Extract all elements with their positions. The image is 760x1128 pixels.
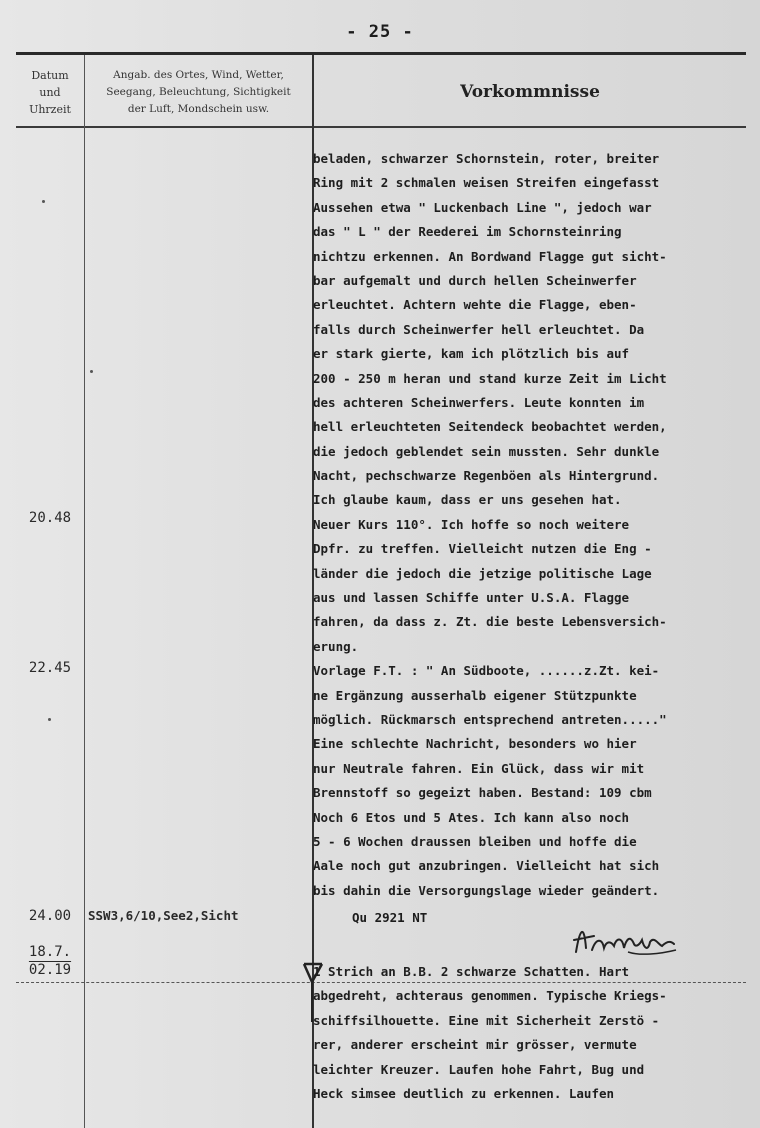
event-line: die jedoch geblendet sein mussten. Sehr dunkle xyxy=(313,443,660,459)
event-line: möglich. Rückmarsch entsprechend antreten....." xyxy=(313,711,667,727)
column-divider-date xyxy=(84,55,85,1128)
event-line: bar aufgemalt und durch hellen Scheinwerfer xyxy=(313,272,637,288)
event-line: Dpfr. zu treffen. Vielleicht nutzen die Eng - xyxy=(313,541,652,557)
event-line: Neuer Kurs 110°. Ich hoffe so noch weitere xyxy=(313,516,630,532)
event-line: 200 - 250 m heran und stand kurze Zeit im Licht xyxy=(313,370,667,386)
page-number: - 25 - xyxy=(346,22,414,42)
signature-graphic xyxy=(570,918,680,958)
event-line: Ring mit 2 schmalen weisen Streifen eingefasst xyxy=(313,175,660,191)
margin-dot xyxy=(48,718,51,721)
margin-dot xyxy=(42,200,45,203)
margin-dot xyxy=(90,370,93,373)
event-line: erung. xyxy=(313,638,359,654)
header-bottom-rule xyxy=(16,126,746,128)
event-line: Nacht, pechschwarze Regenböen als Hintergrund. xyxy=(313,468,660,484)
event-line: abgedreht, achteraus genommen. Typische Kriegs- xyxy=(313,988,667,1004)
event-line: rer, anderer erscheint mir grösser, vermute xyxy=(313,1037,637,1053)
event-line: er stark gierte, kam ich plötzlich bis auf xyxy=(313,346,630,362)
time-entry: 02.19 xyxy=(28,962,72,978)
event-line: beladen, schwarzer Schornstein, roter, breiter xyxy=(313,151,660,166)
event-line: Ich glaube kaum, dass er uns gesehen hat. xyxy=(313,492,622,508)
header-info-column xyxy=(85,60,312,124)
events-text-block xyxy=(313,147,758,903)
time-entry: 22.45 xyxy=(28,660,72,676)
header-date-line: und xyxy=(39,85,61,99)
header-events-column xyxy=(314,60,746,124)
header-date-column xyxy=(16,60,84,124)
event-line: aus und lassen Schiffe unter U.S.A. Flagge xyxy=(313,590,630,606)
event-line: des achteren Scheinwerfers. Leute konnten im xyxy=(313,394,645,410)
time-entry: 24.00 xyxy=(28,908,72,924)
event-line: erleuchtet. Achtern wehte die Flagge, eben- xyxy=(313,297,637,313)
event-line: Brennstoff so gegeizt haben. Bestand: 109 cbm xyxy=(313,785,652,801)
event-line: länder die jedoch die jetzige politische Lage xyxy=(313,565,652,581)
header-info-line: Angab. des Ortes, Wind, Wetter, xyxy=(113,68,284,81)
event-line: fahren, da dass z. Zt. die beste Lebensversich- xyxy=(313,614,667,630)
event-line: nichtzu erkennen. An Bordwand Flagge gut sicht- xyxy=(313,248,667,264)
header-info-line: Seegang, Beleuchtung, Sichtigkeit xyxy=(106,85,291,98)
header-info-line: der Luft, Mondschein usw. xyxy=(127,102,270,115)
event-line: Aale noch gut anzubringen. Vielleicht hat sich xyxy=(313,858,660,874)
event-line: falls durch Scheinwerfer hell erleuchtet. Da xyxy=(313,321,645,337)
event-line: Aussehen etwa " Luckenbach Line ", jedoch war xyxy=(313,199,652,215)
events-text-block-2 xyxy=(313,960,758,1106)
header-date-line: Uhrzeit xyxy=(29,102,71,116)
header-top-rule xyxy=(16,52,746,55)
event-line: bis dahin die Versorgungslage wieder geändert. xyxy=(313,882,660,898)
event-line: hell erleuchteten Seitendeck beobachtet werden, xyxy=(313,419,667,435)
event-line: Heck simsee deutlich zu erkennen. Laufen xyxy=(313,1085,615,1101)
event-line: nur Neutrale fahren. Ein Glück, dass wir mit xyxy=(313,760,645,776)
weather-entry: SSW3,6/10,See2,Sicht xyxy=(88,908,239,923)
header-date-line: Datum xyxy=(31,68,69,82)
time-entry: 20.48 xyxy=(28,510,72,526)
event-line: ne Ergänzung ausserhalb eigener Stützpunkte xyxy=(313,687,637,703)
event-line: das " L " der Reederei im Schornsteinring xyxy=(313,224,622,240)
position-entry: Qu 2921 NT xyxy=(352,910,428,925)
event-line: schiffsilhouette. Eine mit Sicherheit Zerstö - xyxy=(313,1012,660,1028)
event-line: 5 - 6 Wochen draussen bleiben und hoffe die xyxy=(313,833,637,849)
signature xyxy=(570,918,680,962)
event-line: Vorlage F.T. : " An Südboote, ......z.Zt. kei- xyxy=(313,663,660,679)
header-events-label: Vorkommnisse xyxy=(460,82,600,102)
event-line: Eine schlechte Nachricht, besonders wo hier xyxy=(313,736,637,752)
event-line: Noch 6 Etos und 5 Ates. Ich kann also noch xyxy=(313,809,630,825)
event-line: 1 Strich an B.B. 2 schwarze Schatten. Hart xyxy=(313,964,630,979)
event-line: leichter Kreuzer. Laufen hohe Fahrt, Bug und xyxy=(313,1061,645,1077)
time-entry: 18.7. xyxy=(28,944,72,960)
